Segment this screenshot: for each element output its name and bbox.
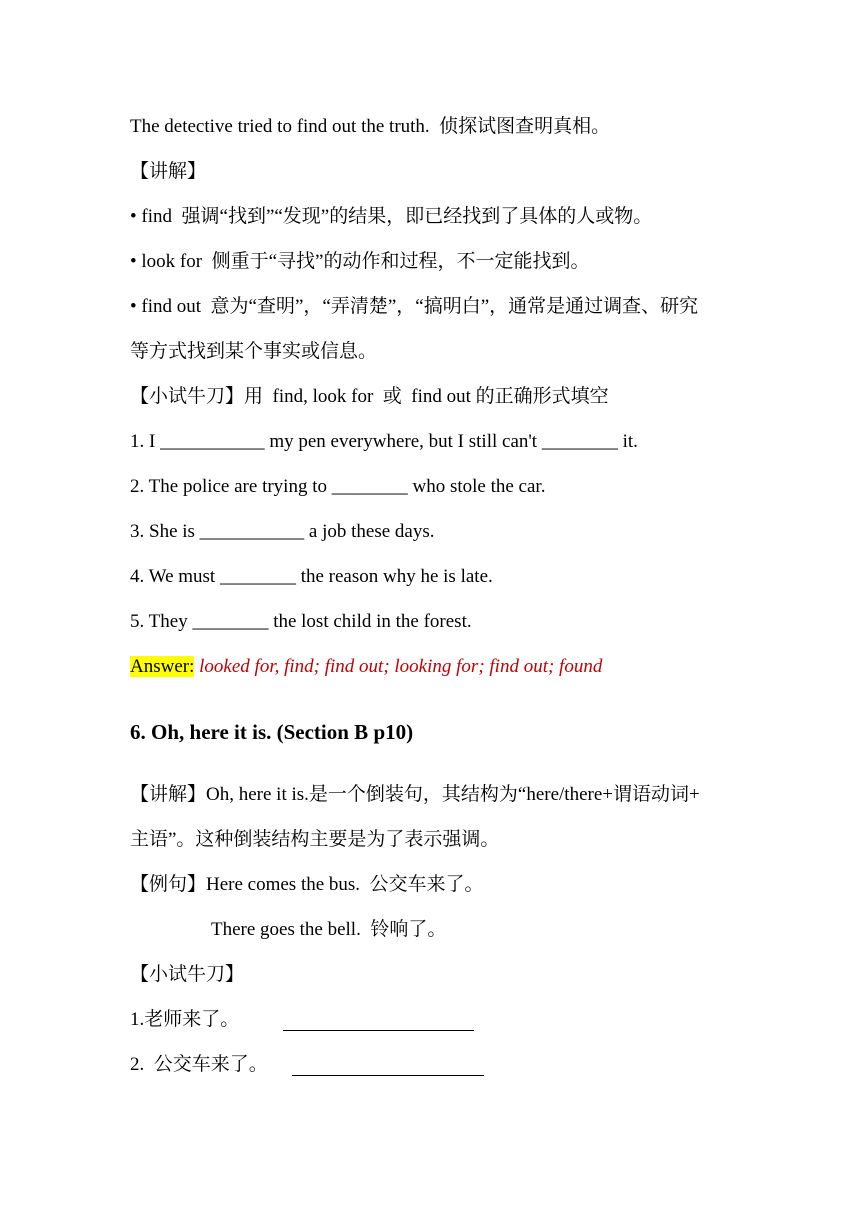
bullet-look-for: • look for 侧重于“寻找”的动作和过程，不一定能找到。 — [130, 251, 590, 272]
answer-label: Answer: — [130, 656, 195, 677]
example-bus: 【例句】Here comes the bus. 公交车来了。 — [130, 874, 484, 895]
section-heading: 6. Oh, here it is. (Section B p10) — [130, 720, 414, 744]
answer-text: looked for, find; find out; looking for; find out; found — [194, 656, 603, 677]
example-bell: There goes the bell. 铃响了。 — [211, 919, 447, 940]
example-sentence: The detective tried to find out the truth. 侦探试图查明真相。 — [130, 116, 611, 137]
section-explanation-continued: 主语”。这种倒装结构主要是为了表示强调。 — [130, 829, 500, 850]
explanation-label: 【讲解】 — [130, 161, 207, 182]
exercise-question-3: 3. She is ___________ a job these days. — [130, 521, 435, 542]
bullet-find-out-continued: 等方式找到某个事实或信息。 — [130, 341, 378, 362]
exercise-question-5: 5. They ________ the lost child in the forest. — [130, 611, 472, 632]
exercise-question-1: 1. I ___________ my pen everywhere, but I still can't ________ it. — [130, 431, 638, 452]
exercise-instruction: 【小试牛刀】用 find, look for 或 find out 的正确形式填空 — [130, 386, 609, 407]
practice-blank-1 — [283, 1012, 474, 1031]
bullet-find: • find 强调“找到”“发现”的结果，即已经找到了具体的人或物。 — [130, 206, 653, 227]
practice-item-1-text: 1.老师来了。 — [130, 1009, 240, 1030]
practice-item-2-text: 2. 公交车来了。 — [130, 1054, 268, 1075]
section-explanation: 【讲解】Oh, here it is.是一个倒装句，其结构为“here/there+谓语动词+ — [130, 784, 700, 805]
practice-item-2 — [130, 1052, 268, 1078]
answer-line — [130, 654, 602, 680]
exercise-question-2: 2. The police are trying to ________ who stole the car. — [130, 476, 546, 497]
exercise-question-4: 4. We must ________ the reason why he is late. — [130, 566, 493, 587]
bullet-find-out: • find out 意为“查明”，“弄清楚”，“搞明白”，通常是通过调查、研究 — [130, 296, 699, 317]
practice-blank-2 — [292, 1057, 484, 1076]
practice-label: 【小试牛刀】 — [130, 964, 245, 985]
practice-item-1 — [130, 1007, 239, 1033]
